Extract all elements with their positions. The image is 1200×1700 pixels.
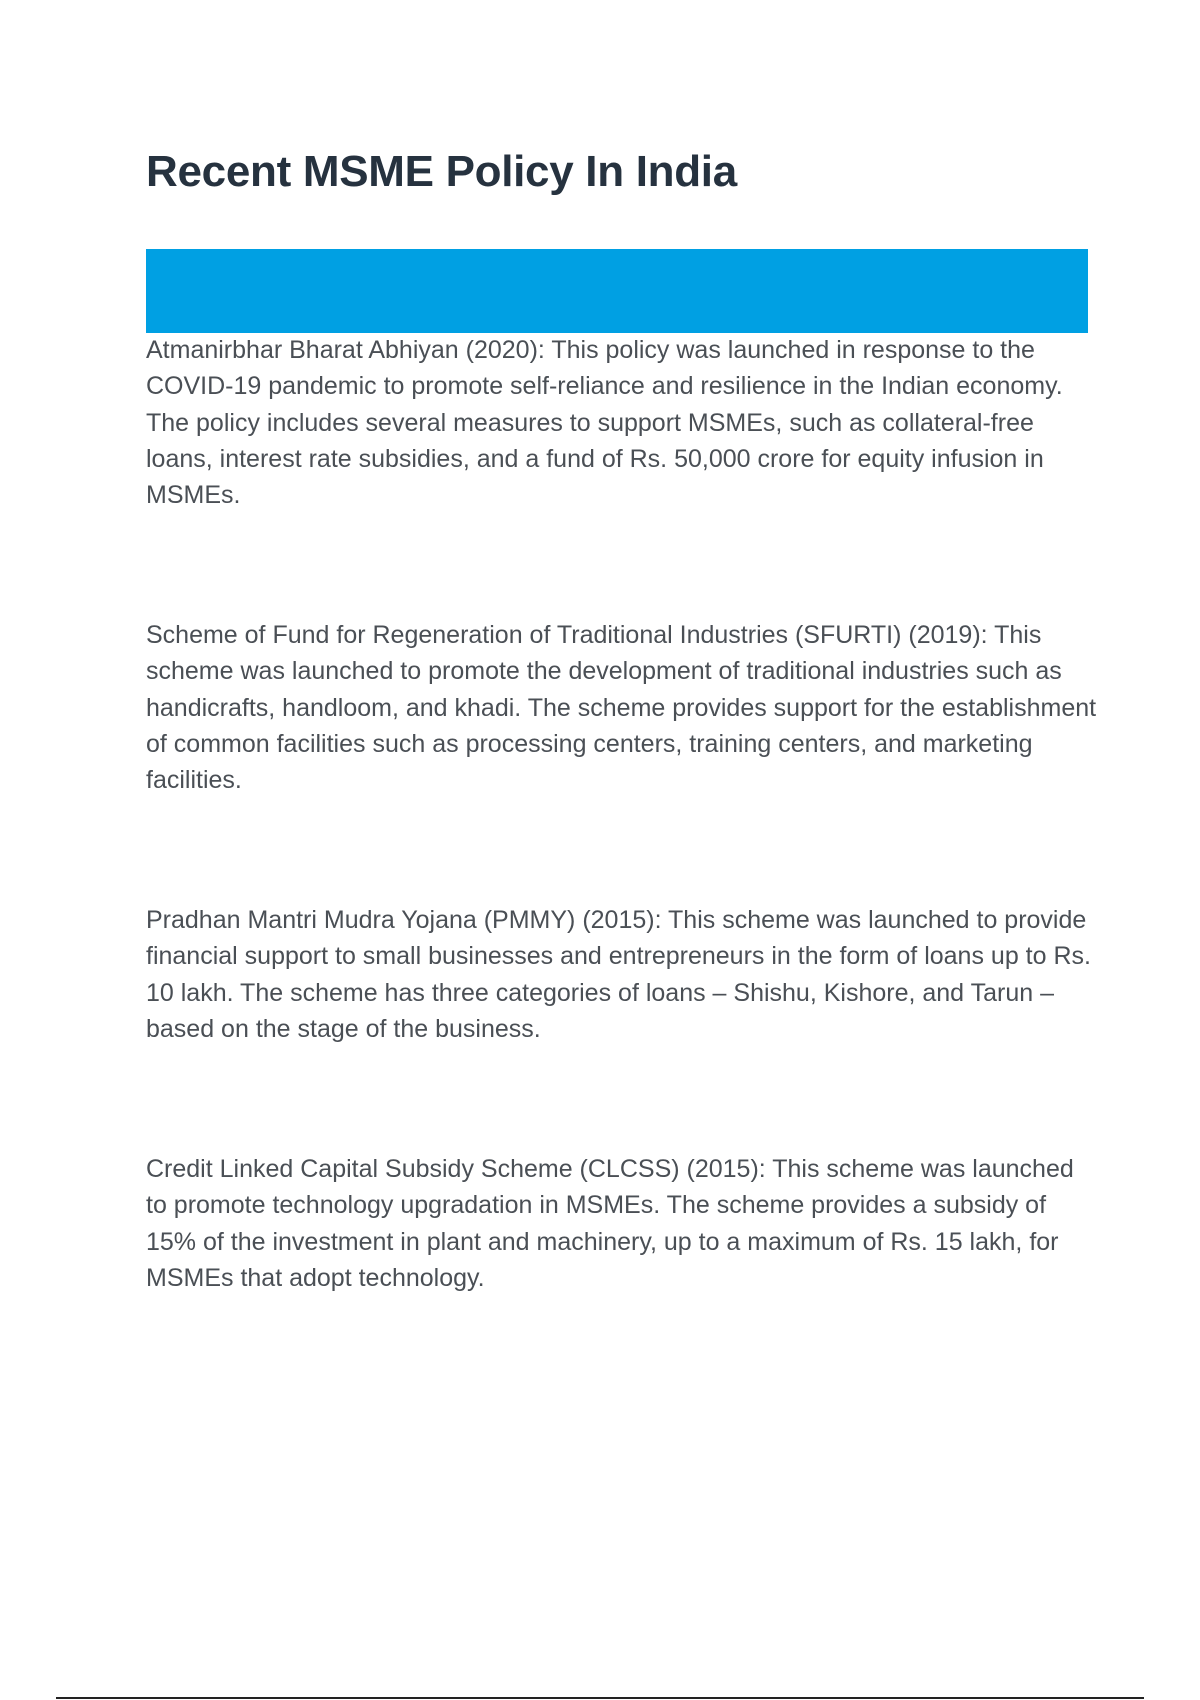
page-title: Recent MSME Policy In India — [146, 147, 737, 196]
policy-paragraph-atmanirbhar: Atmanirbhar Bharat Abhiyan (2020): This policy was launched in response to the COVID-19 pandemic to promote self-reliance and resilience in the Indian economy. The policy includes several measures to support MSMEs, such as collateral-free loans, interest rate subsidies, and a fund of Rs. 50,000 crore for equity infusion in MSMEs. — [146, 336, 1063, 510]
policy-paragraph-clcss: Credit Linked Capital Subsidy Scheme (CLCSS) (2015): This scheme was launched to promote technology upgradation in MSMEs. The scheme provides a subsidy of 15% of the investment in plant and machinery, up to a maximum of Rs. 15 lakh, for MSMEs that adopt technology. — [146, 1155, 1074, 1292]
footer-divider — [56, 1697, 1144, 1699]
header-banner — [146, 249, 1088, 333]
policy-paragraph-pmmy: Pradhan Mantri Mudra Yojana (PMMY) (2015): This scheme was launched to provide financial support to small businesses and entrepreneurs in the form of loans up to Rs. 10 lakh. The scheme has three categories of loans – Shishu, Kishore, and Tarun – based on the stage of the business. — [146, 906, 1091, 1043]
policy-paragraph-sfurti: Scheme of Fund for Regeneration of Traditional Industries (SFURTI) (2019): This scheme was launched to promote the development of traditional industries such as handicrafts, handloom, and khadi. The scheme provides support for the establishment of common facilities such as processing centers, training centers, and marketing facilities. — [146, 621, 1097, 795]
